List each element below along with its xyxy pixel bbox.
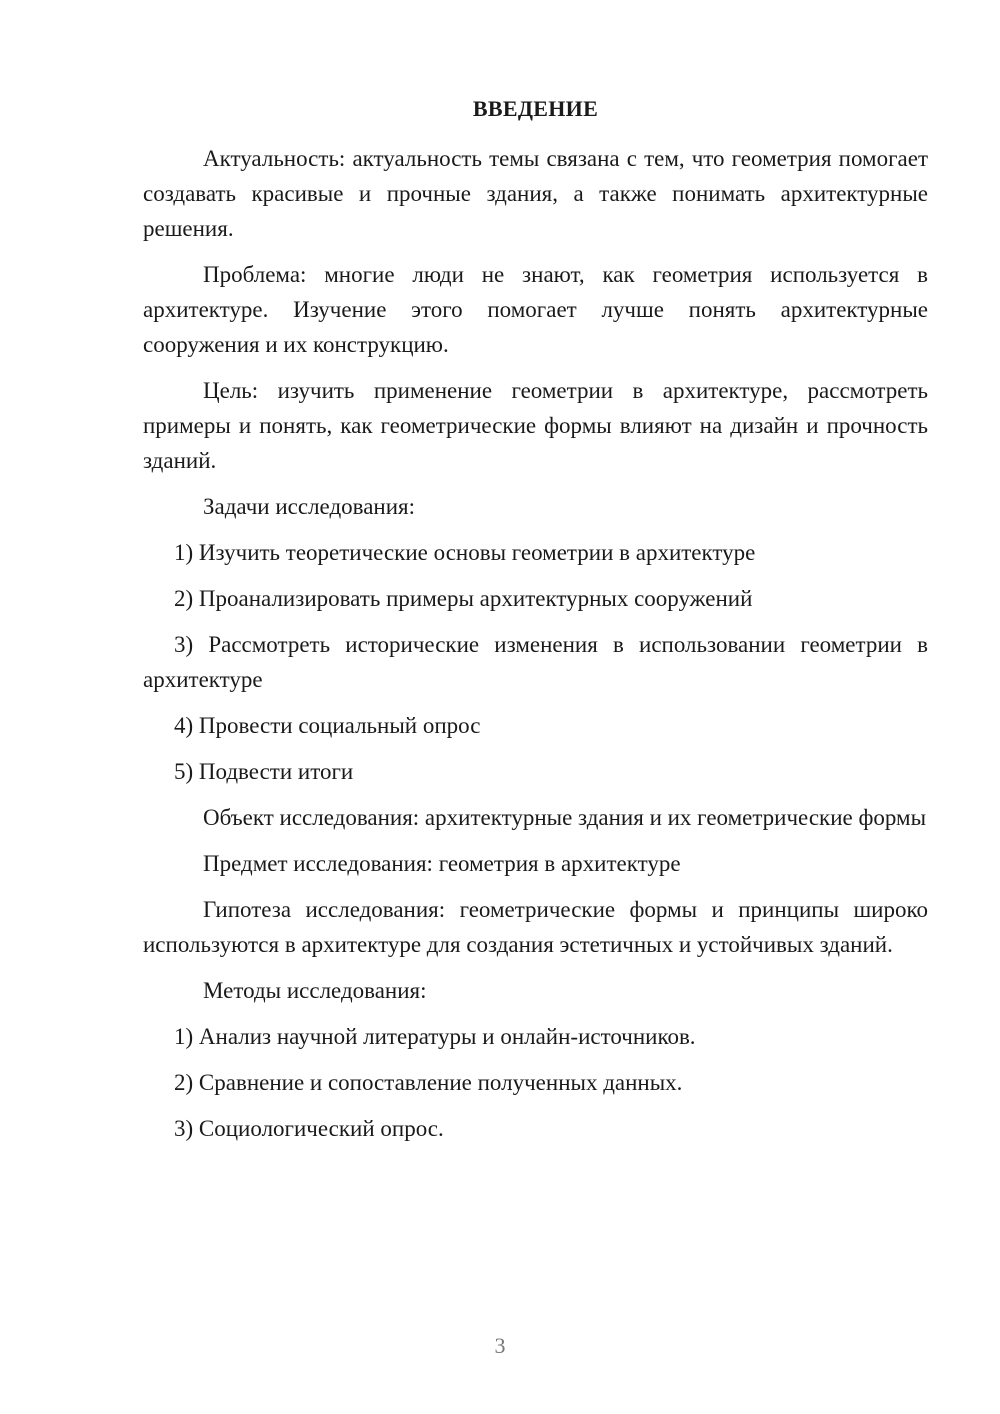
goal-paragraph: Цель: изучить применение геометрии в архитектуре, рассмотреть примеры и понять, как геометрические формы влияют на дизайн и прочность зданий. <box>143 378 928 473</box>
object-paragraph: Объект исследования: архитектурные здания и их геометрические формы <box>203 805 927 830</box>
task-item: 1) Изучить теоретические основы геометрии в архитектуре <box>174 540 756 565</box>
document-page <box>143 0 928 1414</box>
method-item: 3) Социологический опрос. <box>174 1116 444 1141</box>
page-number: 3 <box>494 1333 506 1358</box>
page-title: ВВЕДЕНИЕ <box>472 96 599 121</box>
relevance-paragraph: Актуальность: актуальность темы связана с тем, что геометрия помогает создавать красивые и прочные здания, а также понимать архитектурные решения. <box>143 146 928 241</box>
methods-heading: Методы исследования: <box>203 978 427 1003</box>
subject-paragraph: Предмет исследования: геометрия в архитектуре <box>203 851 681 876</box>
task-item: 3) Рассмотреть исторические изменения в использовании геометрии в архитектуре <box>143 632 928 692</box>
method-item: 1) Анализ научной литературы и онлайн-источников. <box>174 1024 696 1049</box>
tasks-heading: Задачи исследования: <box>203 494 416 519</box>
problem-paragraph: Проблема: многие люди не знают, как геометрия используется в архитектуре. Изучение этого помогает лучше понять архитектурные сооружения и их конструкцию. <box>143 262 928 357</box>
task-item: 4) Провести социальный опрос <box>174 713 481 738</box>
task-item: 2) Проанализировать примеры архитектурных сооружений <box>174 586 753 611</box>
hypothesis-paragraph: Гипотеза исследования: геометрические формы и принципы широко используются в архитектуре для создания эстетичных и устойчивых зданий. <box>143 897 928 957</box>
method-item: 2) Сравнение и сопоставление полученных данных. <box>174 1070 683 1095</box>
document-body <box>143 141 928 1157</box>
task-item: 5) Подвести итоги <box>174 759 354 784</box>
